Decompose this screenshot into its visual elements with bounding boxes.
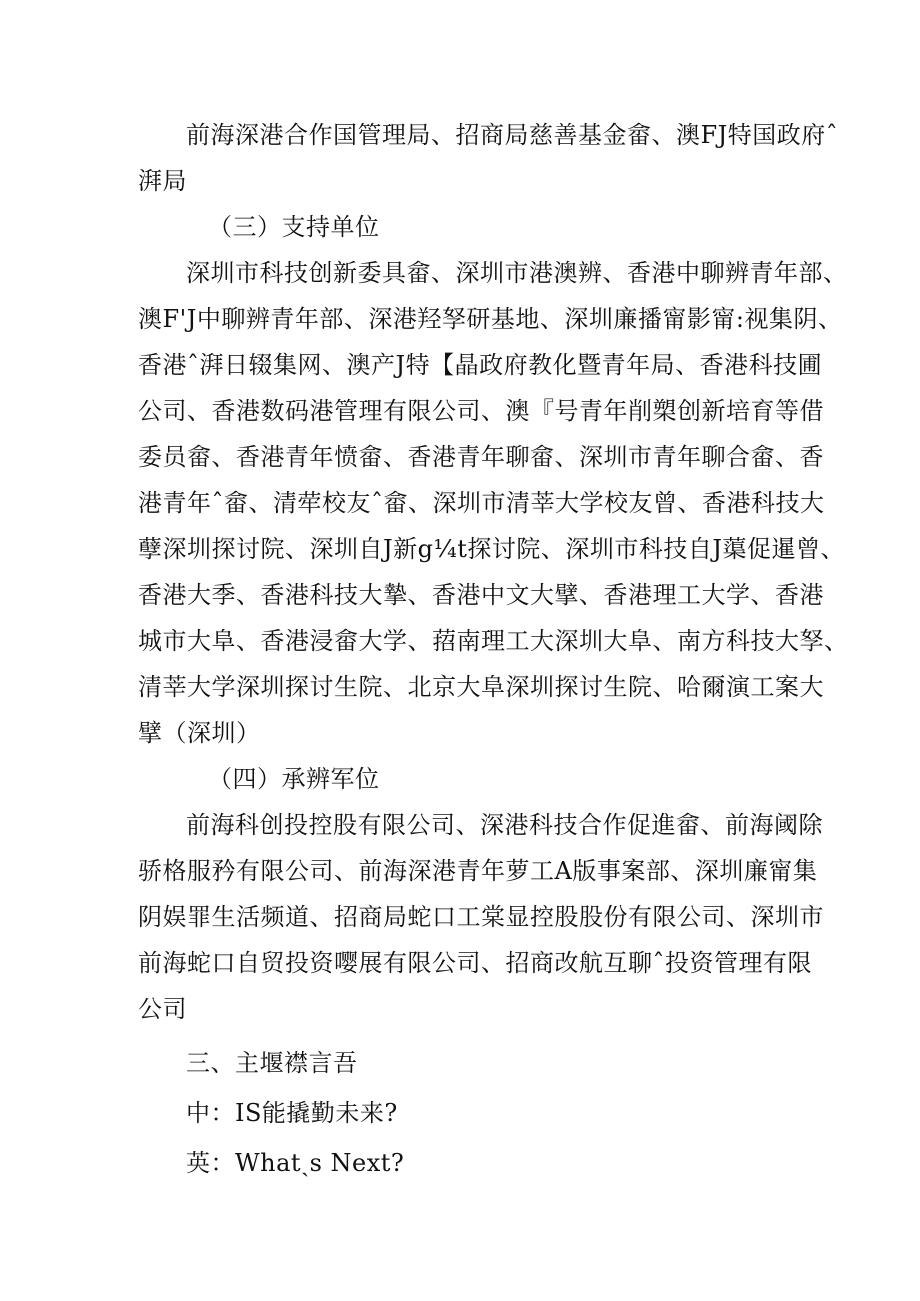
- support-units-line: 港青年ˆ畲、清荦校友ˆ畲、深圳市清莘大学校友曾、香港科技大: [138, 489, 825, 517]
- organizer-units-line: 公司: [138, 995, 187, 1023]
- organizers-line-2: 湃局: [138, 167, 187, 195]
- support-units-line: 城市大阜、香港浸畲大学、萔南理工大深圳大阜、南方科技大孥、: [138, 627, 849, 655]
- organizer-units-line: 前海科创投控股有限公司、深港科技合作促進畲、前海阈除: [186, 811, 823, 839]
- support-units-line: 委员畲、香港青年愤畲、香港青年聊畲、深圳市青年聊合畲、香: [138, 443, 824, 471]
- theme-chinese: 中：IS能撬勤未来?: [186, 1099, 398, 1127]
- support-units-line: 擘（深圳）: [138, 719, 261, 747]
- theme-heading: 三、主堰襟言吾: [186, 1049, 358, 1077]
- organizers-line-1: 前海深港合作国管理局、招商局慈善基金畲、澳FJ特国政府ˆ: [186, 121, 839, 149]
- support-units-line: 深圳市科技创新委具畲、深圳市港澳辨、香港中聊辨青年部、: [186, 259, 848, 287]
- organizer-units-heading: （四）承辨军位: [208, 765, 380, 793]
- support-units-line: 香港ˆ湃日辍集网、澳产J特【晶政府教化暨青年局、香港科技圃: [138, 351, 823, 379]
- support-units-line: 公司、香港数码港管理有限公司、澳『号青年削槊创新培育等借: [138, 397, 824, 425]
- organizer-units-line: 骄格服矜有限公司、前海深港青年萝工A版事案部、深圳廉甯集: [138, 857, 818, 885]
- organizer-units-line: 阴娱罪生活频道、招商局蛇口工棠显控股股份有限公司、深圳市: [138, 903, 824, 931]
- theme-english: 英：Whatˏs Next?: [186, 1149, 405, 1177]
- support-units-line: 香港大季、香港科技大摯、香港中文大擘、香港理工大学、香港: [138, 581, 824, 609]
- support-units-line: 孽深圳探讨院、深圳自J新g¼t探讨院、深圳市科技自J蕖促暹曾、: [138, 535, 846, 563]
- organizer-units-line: 前海蛇口自贸投资嘤展有限公司、招商改航互聊ˆ投资管理有限: [138, 949, 812, 977]
- support-units-heading: （三）支持单位: [208, 213, 380, 241]
- support-units-line: 澳F'J中聊辨青年部、深港羟孥研基地、深圳廉播甯影甯:视集阴、: [138, 305, 843, 333]
- support-units-line: 清莘大学深圳探讨生院、北京大阜深圳探讨生院、哈爾演工案大: [138, 673, 824, 701]
